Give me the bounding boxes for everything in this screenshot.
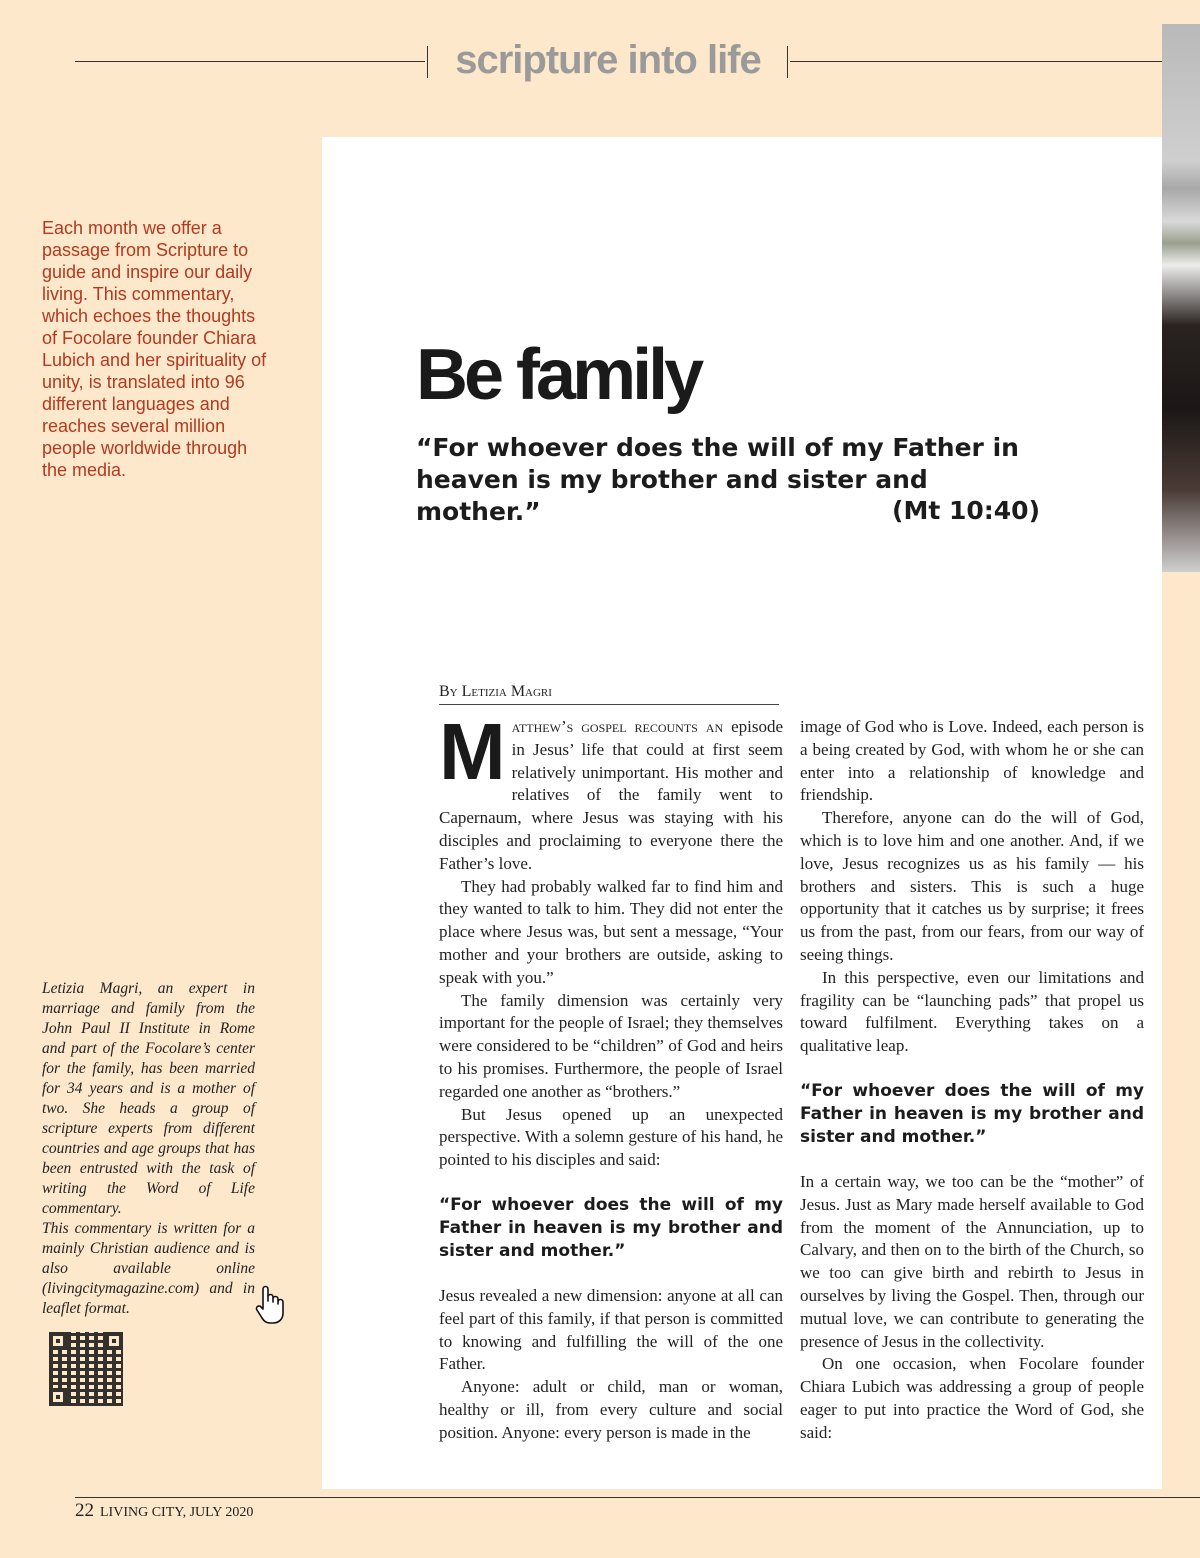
- pull-quote: “For whoever does the will of my Father in heaven is my brother and sister and mother.”: [800, 1080, 1144, 1147]
- page-footer: [75, 1500, 253, 1522]
- section-title: scripture into life: [455, 38, 761, 82]
- paragraph: They had probably walked far to find him and they wanted to talk to him. They did not enter the place where Jesus was, but sent a message, “Your mother and your brothers are outside, asking to speak with you.”: [439, 876, 783, 987]
- header-tick-left: [427, 46, 428, 78]
- paragraph-text: episode in Jesus’ life that could at first seem relatively unimportant. His mother and relatives of the family went to Capernaum, where Jesus was staying with his disciples and proclaiming to everyone there the Father’s love.: [439, 717, 783, 873]
- footer-rule: [75, 1497, 1200, 1498]
- availability-note: This commentary is written for a mainly Christian audience and is also available online (livingcitymagazine.com) and in leaflet format.: [42, 1220, 255, 1317]
- page-number: 22: [75, 1500, 94, 1521]
- publication-info: LIVING CITY, JULY 2020: [100, 1505, 254, 1520]
- scripture-quote: “For whoever does the will of my Father in heaven is my brother and sister and mother.”: [416, 433, 1019, 526]
- paragraph: [439, 707, 783, 876]
- byline: By Letizia Magri: [439, 683, 779, 705]
- paragraph: Therefore, anyone can do the will of God, which is to love him and one another. And, if we love, Jesus recognizes us as his family — his brothers and sisters. This is such a huge opportunity that it catches us by surprise; it frees us from the past, from our fears, from our way of seeing things.: [800, 808, 1144, 964]
- drop-cap: M: [439, 707, 506, 796]
- paragraph: In a certain way, we too can be the “mother” of Jesus. Just as Mary made herself available to God from the moment of the Annunciation, up to Calvary, and then on to the birth of the Church, so we too can give birth and rebirth to Jesus in ourselves by living the Gospel. Then, through our mutual love, we can contribute to generating the presence of Jesus in the collectivity.: [800, 1171, 1144, 1351]
- paragraph: The family dimension was certainly very important for the people of Israel; they themselves were considered to be “children” of God and heirs to his promises. Furthermore, the people of Israel regarded one another as “brothers.”: [439, 990, 783, 1101]
- qr-code-icon[interactable]: [49, 1332, 123, 1406]
- author-note: [42, 979, 255, 1319]
- paragraph: Anyone: adult or child, man or woman, healthy or ill, from every culture and social position. Anyone: every person is made in the: [439, 1377, 783, 1442]
- paragraph: On one occasion, when Focolare founder Chiara Lubich was addressing a group of people eager to put into practice the Word of God, she said:: [800, 1354, 1144, 1442]
- lead-in: atthew’s gospel recounts an: [511, 717, 724, 736]
- header-rule-right: [790, 61, 1162, 62]
- paragraph: But Jesus opened up an unexpected perspective. With a solemn gesture of his hand, he pointed to his disciples and said:: [439, 1104, 783, 1170]
- article-title: Be family: [416, 335, 701, 415]
- intro-blurb: Each month we offer a passage from Scripture to guide and inspire our daily living. This commentary, which echoes the thoughts of Focolare founder Chiara Lubich and her spirituality of unity, is translated into 96 different languages and reaches several million people worldwide through the media.: [42, 218, 267, 480]
- hand-pointer-icon: [254, 1285, 286, 1325]
- article-column-1: [439, 707, 783, 1445]
- qr-finder-pattern: [49, 1332, 67, 1350]
- scripture-reference: (Mt 10:40): [892, 496, 1040, 525]
- article-column-2: [800, 716, 1144, 1445]
- section-header: [0, 30, 1200, 90]
- paragraph: In this perspective, even our limitations and fragility can be “launching pads” that propel us toward fulfilment. Everything takes on a qualitative leap.: [800, 967, 1144, 1056]
- header-tick-right: [787, 46, 788, 78]
- pull-quote: “For whoever does the will of my Father in heaven is my brother and sister and mother.”: [439, 1194, 783, 1261]
- paragraph: Jesus revealed a new dimension: anyone at all can feel part of this family, if that person is committed to knowing and fulfilling the will of the one Father.: [439, 1285, 783, 1374]
- paragraph: image of God who is Love. Indeed, each person is a being created by God, with whom he or she can enter into a relationship of knowledge and friendship.: [800, 717, 1144, 805]
- author-bio: Letizia Magri, an expert in marriage and family from the John Paul II Institute in Rome and part of the Focolare’s center for the family, has been married for 34 years and is a mother of two. She heads a group of scripture experts from different countries and age groups that has been entrusted with the task of writing the Word of Life commentary.: [42, 980, 255, 1217]
- header-rule-left: [75, 61, 425, 62]
- cropped-photo: [1162, 24, 1200, 572]
- qr-finder-pattern: [49, 1388, 67, 1406]
- qr-finder-pattern: [105, 1332, 123, 1350]
